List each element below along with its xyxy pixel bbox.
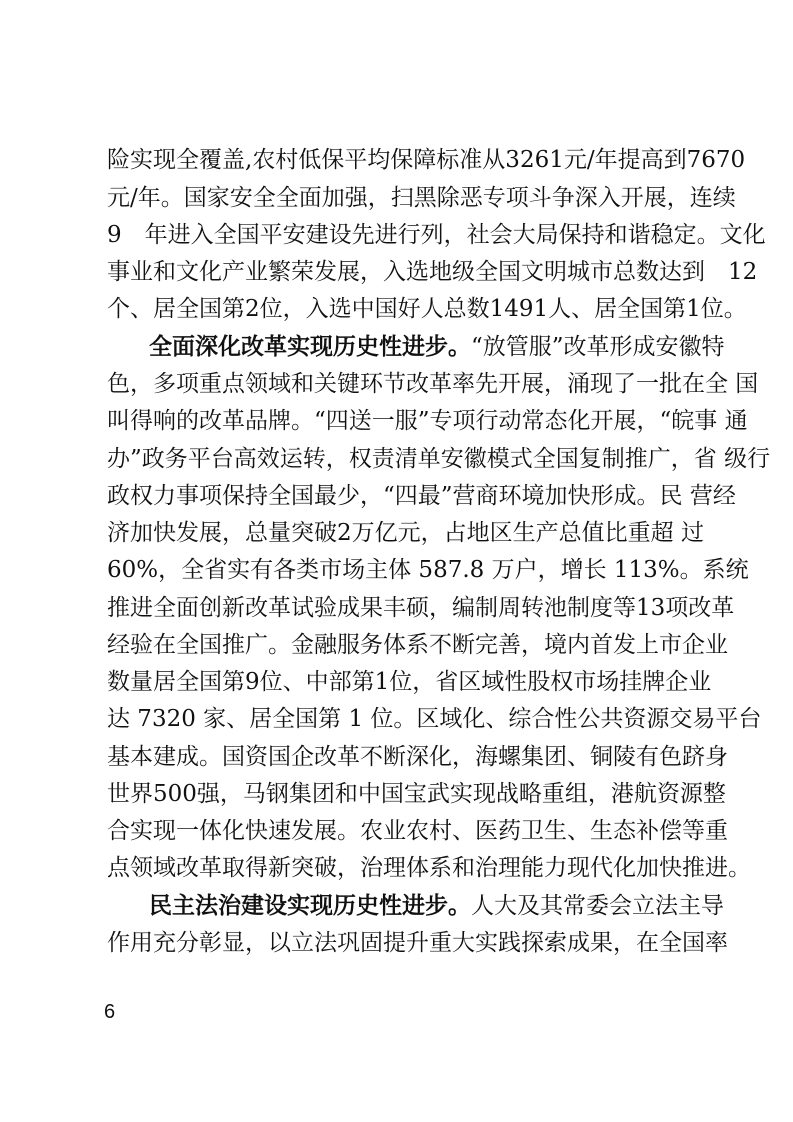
text-line: 60%，全省实有各类市场主体 587.8 万户，增长 113%。系统 [107,557,749,583]
text-line: 办”政务平台高效运转，权责清单安徽模式全国复制推广，省 级行 [107,446,771,472]
text-line: 推进全面创新改革试验成果丰硕，编制周转池制度等13项改革 [107,595,735,621]
text-line: 达 7320 家、居全国第 1 位。区域化、综合性公共资源交易平台 [107,706,762,732]
paragraph-heading: 全面深化改革实现历史性进步。 [149,333,471,360]
text-line: 色，多项重点领域和关键环节改革率先开展，涌现了一批在全 国 [107,371,759,397]
paragraph-first-line [149,332,725,362]
text-line: 数量居全国第9位、中部第1位，省区域性股权市场挂牌企业 [107,669,712,695]
paragraph-text: 人大及其常委会立法主导 [471,893,724,919]
text-line: 个、居全国第2位，入选中国好人总数1491人、居全国第1位。 [107,296,747,322]
text-line: 世界500强，马钢集团和中国宝武实现战略重组，港航资源整 [107,781,726,807]
paragraph-heading: 民主法治建设实现历史性进步。 [149,892,471,919]
text-line: 经验在全国推广。金融服务体系不断完善，境内首发上市企业 [107,632,728,658]
text-line: 叫得响的改革品牌。“四送一服”专项行动常态化开展，“皖事 通 [107,408,748,434]
text-line: 合实现一体化快速发展。农业农村、医药卫生、生态补偿等重 [107,818,728,844]
page-number: 6 [104,1001,116,1023]
text-line: 基本建成。国资国企改革不断深化，海螺集团、铜陵有色跻身 [107,744,728,770]
text-line: 政权力事项保持全国最少，“四最”营商环境加快形成。民 营经 [107,483,736,509]
paragraph-text: “放管服”改革形成安徽特 [471,334,725,360]
text-line: 济加快发展，总量突破2万亿元，占地区生产总值比重超 过 [107,520,704,546]
text-line: 险实现全覆盖,农村低保平均保障标准从3261元/年提高到7670 [107,147,746,173]
text-line: 事业和文化产业繁荣发展，入选地级全国文明城市总数达到 12 [107,259,758,285]
text-line: 点领域改革取得新突破，治理体系和治理能力现代化加快推进。 [107,855,751,881]
text-line: 元/年。国家安全全面加强，扫黑除恶专项斗争深入开展，连续 [107,185,736,211]
paragraph-first-line [149,891,724,921]
text-line: 9 年进入全国平安建设先进行列，社会大局保持和谐稳定。文化 [107,222,766,248]
text-line: 作用充分彰显，以立法巩固提升重大实践探索成果，在全国率 [107,930,728,956]
